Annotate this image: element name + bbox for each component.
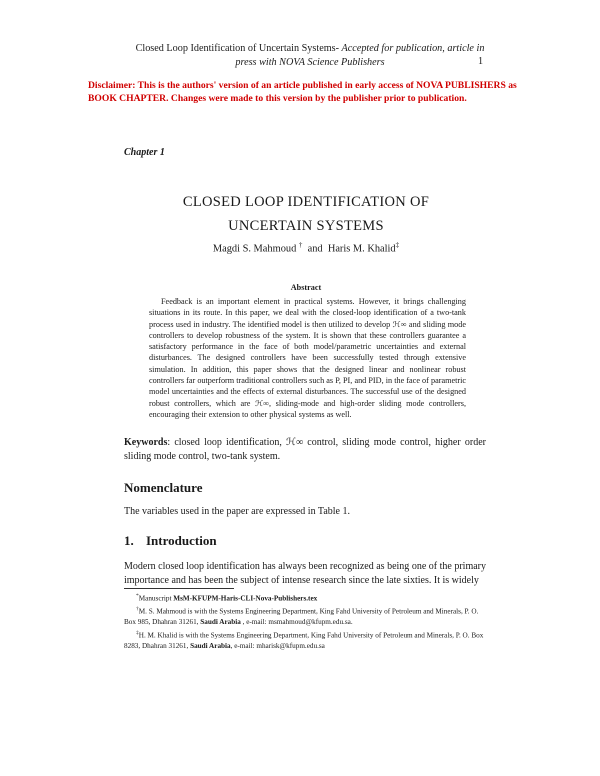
author-2-mark: ‡ xyxy=(395,241,400,249)
keywords-label: Keywords xyxy=(124,437,168,448)
section-title: Introduction xyxy=(146,533,217,548)
abstract-heading: Abstract xyxy=(290,283,322,292)
keywords-text: : closed loop identification, ℋ∞ control, sliding mode control, higher order sliding mode control, two-tank system. xyxy=(124,437,486,462)
header-status: Accepted for publication, article in xyxy=(341,43,485,54)
footnote-divider xyxy=(124,588,234,589)
disclaimer: Disclaimer: This is the authors' version of an article published in early access of NOVA PUBLISHERS as BOOK CHAPTER. Changes were made to this version by the publisher prior to publication. xyxy=(88,80,517,104)
title-line-2: UNCERTAIN SYSTEMS xyxy=(228,218,384,234)
nomenclature-text: The variables used in the paper are expressed in Table 1. xyxy=(124,506,350,517)
abstract-body: Feedback is an important element in practical systems. However, it brings challenging situations in its route. In this paper, we deal with the closed-loop identification of a two-tank process used in industry. The identified model is then utilized to develop ℋ∞ and sliding mode controllers to develop robustness of the system. It is shown that these controllers guarantee a satisfactory performance in the face of both model/parametric uncertainties and external disturbances. The designed controllers have been successfully tested through extensive simulation. In addition, this paper shows that the designed linear and nonlinear robust controllers far outperform traditional controllers such as P, PI, and PID, in the face of parametric model uncertainties and the effects of external disturbances. The successful use of the designed robust controllers, which are ℋ∞, sliding-mode and high-order sliding mode controllers, encouraging their extension to other physical systems as well. xyxy=(149,297,466,419)
running-header xyxy=(130,42,490,70)
header-status-cont: press with NOVA Science Publishers xyxy=(235,57,385,68)
introduction-heading xyxy=(124,533,217,549)
chapter-label: Chapter 1 xyxy=(124,147,165,158)
paper-title xyxy=(110,190,502,238)
keywords xyxy=(124,436,486,464)
introduction-text: Modern closed loop identification has always been recognized as being one of the primary importance and has been the subject of intense research since the late sixties. It is widely xyxy=(124,561,486,586)
page-number: 1 xyxy=(478,56,484,67)
author-1: Magdi S. Mahmoud xyxy=(212,243,297,255)
footnotes xyxy=(124,591,489,652)
author-conjunction: and xyxy=(307,243,323,255)
nomenclature-heading: Nomenclature xyxy=(124,480,203,495)
header-title: Closed Loop Identification of Uncertain Systems- xyxy=(135,43,339,54)
section-number: 1. xyxy=(124,533,134,548)
author-2: Haris M. Khalid xyxy=(327,243,396,255)
footnote-manuscript: *Manuscript MsM-KFUPM-Haris-CLI-Nova-Publishers.tex xyxy=(136,593,318,603)
author-1-mark: † xyxy=(298,241,303,249)
authors xyxy=(110,241,502,254)
footnote-author-2: ‡H. M. Khalid is with the Systems Engineering Department, King Fahd University of Petroleum and Minerals, P. O. Box 8283, Dhahran 31261, Saudi Arabia, e-mail: mharisk@kfupm.edu.sa xyxy=(124,629,484,650)
title-line-1: CLOSED LOOP IDENTIFICATION OF xyxy=(182,194,430,210)
footnote-author-1: †M. S. Mahmoud is with the Systems Engineering Department, King Fahd University of Petroleum and Minerals, P. O. Box 985, Dhahran 31261, Saudi Arabia , e-mail: msmahmoud@kfupm.edu.sa. xyxy=(124,606,479,627)
